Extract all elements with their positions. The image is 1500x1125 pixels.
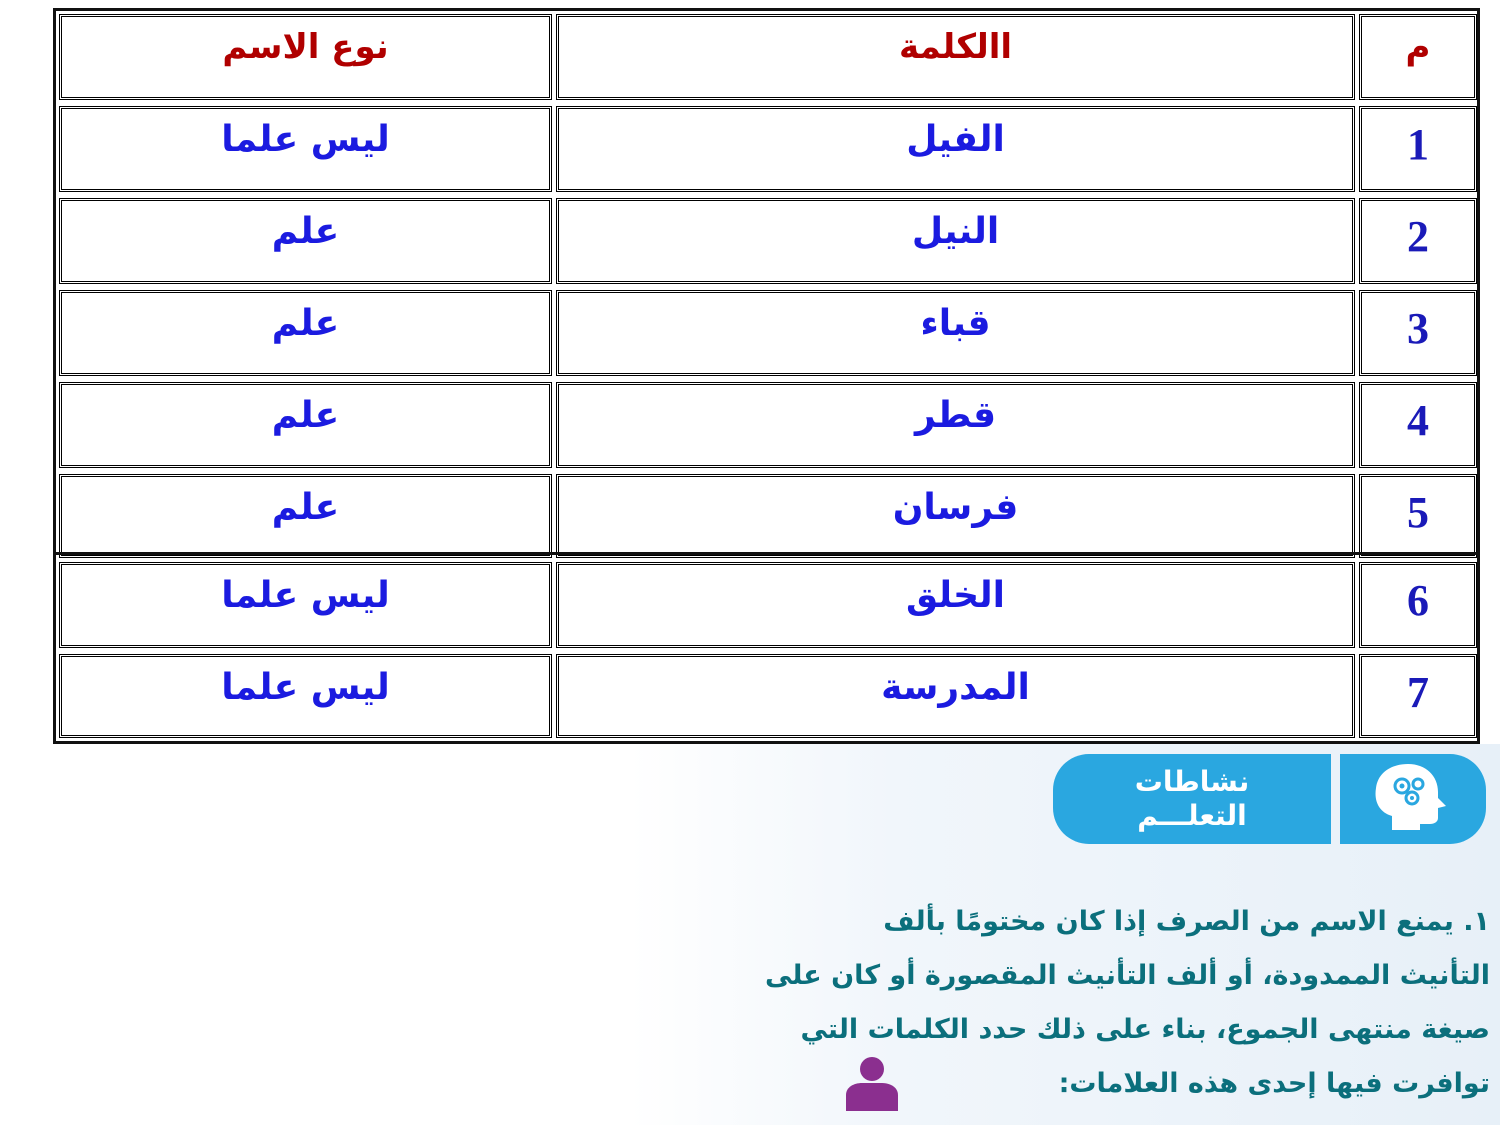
header-word-label: االكلمة [898,27,1013,67]
row-word-cell [556,474,1355,558]
person-icon-svg [842,1055,902,1111]
header-type-label: نوع الاسم [222,27,389,67]
row-num-cell [1359,654,1477,738]
row-word-cell [556,198,1355,284]
row-word: الخلق [906,575,1005,616]
row-num-cell [1359,382,1477,468]
row-type: علم [271,211,340,252]
badge-title-line1: نشاطات [1134,765,1250,798]
row-type-cell [59,290,552,376]
row-type-cell [59,562,552,648]
learning-activities-badge [1053,754,1331,844]
head-gears-icon [1340,754,1486,844]
row-num: 4 [1407,396,1429,445]
header-num-label: م [1405,27,1431,67]
activity-line-3: صيغة منتهى الجموع، بناء على ذلك حدد الكلمات التي [800,1014,1490,1045]
row-type: ليس علما [221,119,390,160]
header-type-cell [59,14,552,100]
row-word-cell [556,562,1355,648]
row-type: ليس علما [221,575,390,616]
row-type-cell [59,382,552,468]
head-gears-icon-svg [1340,754,1486,844]
row-word: المدرسة [881,667,1030,708]
table-row [56,651,1477,741]
activity-line-2: التأنيث الممدودة، أو ألف التأنيث المقصورة أو كان على [764,960,1490,991]
person-icon [842,1055,902,1111]
badge-title-line2: التعلـــم [1137,799,1247,832]
row-word-cell [556,290,1355,376]
row-num-cell [1359,474,1477,558]
row-num-cell [1359,106,1477,192]
row-type-cell [59,106,552,192]
row-type-cell [59,198,552,284]
row-type: علم [271,303,340,344]
table-divider [53,552,1480,555]
row-num: 7 [1407,668,1429,717]
row-num: 3 [1407,304,1429,353]
row-word: قطر [914,395,997,436]
row-type: علم [271,487,340,528]
table-row [56,471,1477,555]
row-type-cell [59,654,552,738]
table-header-row [56,11,1477,103]
row-num: 2 [1407,212,1429,261]
row-word: النيل [911,211,1000,252]
row-word: قباء [920,303,991,344]
header-word-cell [556,14,1355,100]
row-num-cell [1359,562,1477,648]
table-row [56,287,1477,379]
row-word-cell [556,382,1355,468]
activity-line-4: توافرت فيها إحدى هذه العلامات: [1058,1068,1490,1099]
table-row [56,103,1477,195]
row-num-cell [1359,198,1477,284]
row-type: ليس علما [221,667,390,708]
row-type-cell [59,474,552,558]
table-row [56,195,1477,287]
activity-instruction [640,895,1490,1111]
row-word-cell [556,106,1355,192]
row-num: 6 [1407,576,1429,625]
row-num: 1 [1407,120,1429,169]
table-row [56,379,1477,471]
row-type: علم [271,395,340,436]
row-word: فرسان [892,487,1019,528]
row-num: 5 [1407,488,1429,537]
activity-line-1: ١. يمنع الاسم من الصرف إذا كان مختومًا بألف [883,906,1490,937]
row-word-cell [556,654,1355,738]
table-row [56,559,1477,651]
proper-nouns-table [53,8,1480,744]
header-num-cell [1359,14,1477,100]
row-word: الفيل [906,119,1005,160]
row-num-cell [1359,290,1477,376]
